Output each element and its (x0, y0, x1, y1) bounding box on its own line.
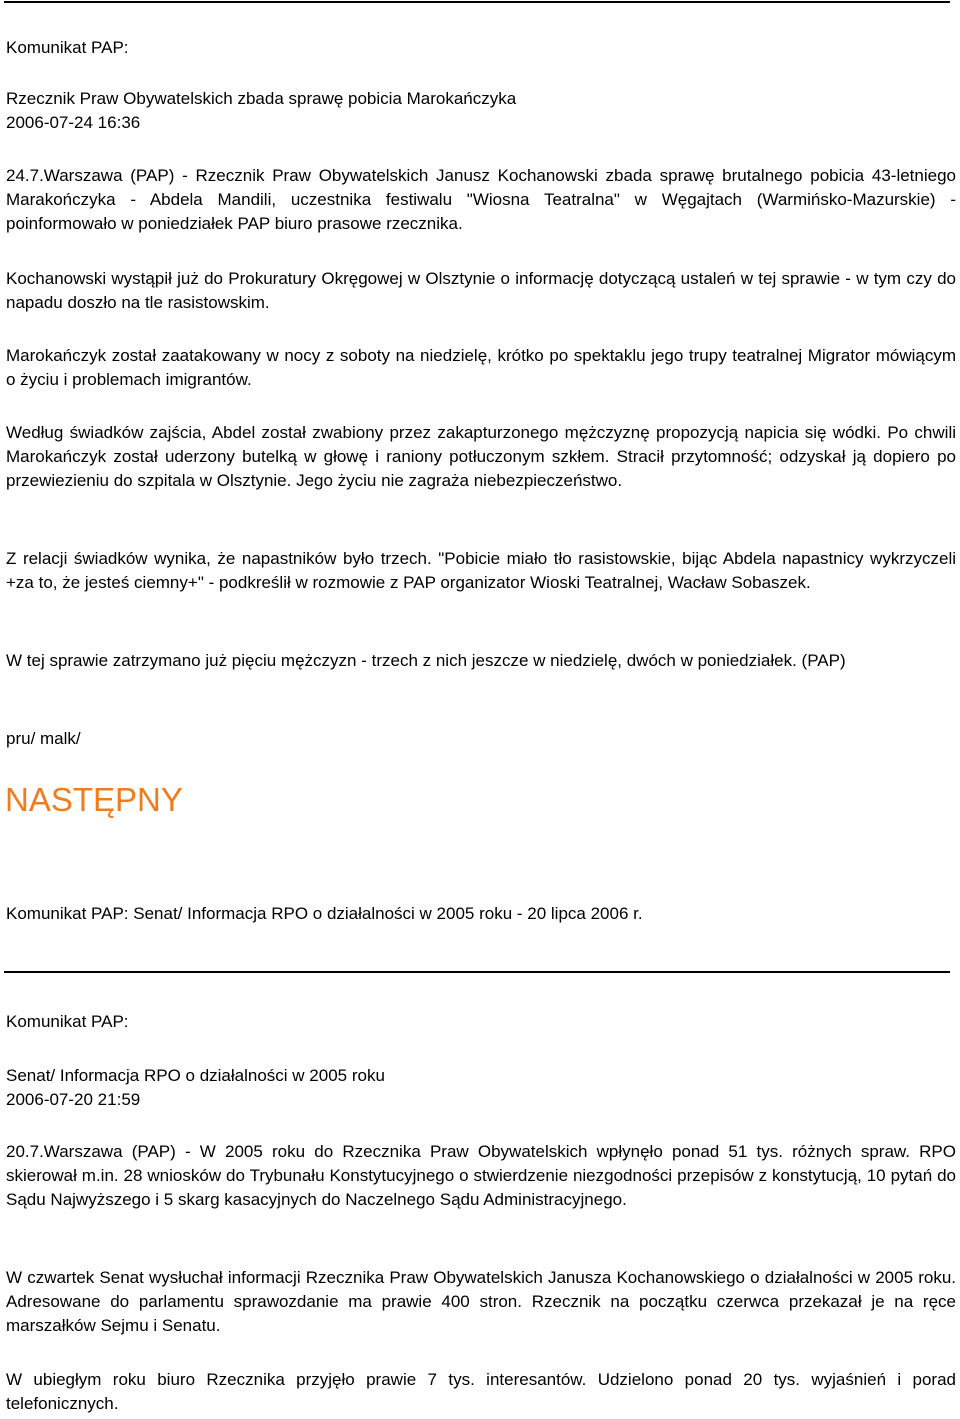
article-1-paragraph-5: Z relacji świadków wynika, że napastników było trzech. "Pobicie miało tło rasistowskie, bijąc Abdela napastnicy wykrzyczeli +za to, że jesteś ciemny+" - podkreślił w rozmowie z PAP organizator Wioski Teatralnej, Wacław Sobaszek. (6, 549, 956, 592)
top-divider (4, 1, 950, 3)
article-1-title: Rzecznik Praw Obywatelskich zbada sprawę pobicia Marokańczyka (6, 89, 517, 108)
article-2-paragraph-2: W czwartek Senat wysłuchał informacji Rzecznika Praw Obywatelskich Janusza Kochanowskiego o działalności w 2005 roku. Adresowane do parlamentu sprawozdanie ma prawie 400 stron. Rzecznik na początku czerwca przekazał je na ręce marszałków Sejmu i Senatu. (6, 1268, 956, 1335)
next-article-summary: Komunikat PAP: Senat/ Informacja RPO o działalności w 2005 roku - 20 lipca 2006 r. (6, 904, 643, 923)
article-1-datetime: 2006-07-24 16:36 (6, 113, 141, 132)
article-1-paragraph-3: Marokańczyk został zaatakowany w nocy z soboty na niedzielę, krótko po spektaklu jego trupy teatralnej Migrator mówiącym o życiu i problemach imigrantów. (6, 346, 956, 389)
article-1-header: Komunikat PAP: (6, 38, 129, 57)
article-1-title-block (6, 87, 956, 135)
article-1-paragraph-1: 24.7.Warszawa (PAP) - Rzecznik Praw Obywatelskich Janusz Kochanowski zbada sprawę brutalnego pobicia 43-letniego Marakończyka - Abdela Mandili, uczestnika festiwalu "Wiosna Teatralna" w Węgajtach (Warmińsko-Mazurskie) - poinformowało w poniedziałek PAP biuro prasowe rzecznika. (6, 166, 956, 233)
article-1-signature: pru/ malk/ (6, 729, 81, 748)
article-2-paragraph-3: W ubiegłym roku biuro Rzecznika przyjęło prawie 7 tys. interesantów. Udzielono ponad 20 tys. wyjaśnień i porad telefonicznych. (6, 1370, 956, 1413)
article-2-title: Senat/ Informacja RPO o działalności w 2005 roku (6, 1066, 385, 1085)
article-2-header: Komunikat PAP: (6, 1012, 129, 1031)
section-divider (4, 971, 950, 973)
article-2-datetime: 2006-07-20 21:59 (6, 1090, 141, 1109)
next-article-link[interactable]: NASTĘPNY (5, 781, 183, 818)
article-1-paragraph-6: W tej sprawie zatrzymano już pięciu mężczyzn - trzech z nich jeszcze w niedzielę, dwóch w poniedziałek. (PAP) (6, 651, 846, 670)
article-2-title-block (6, 1064, 956, 1112)
article-1-paragraph-2: Kochanowski wystąpił już do Prokuratury Okręgowej w Olsztynie o informację dotyczącą ustaleń w tej sprawie - w tym czy do napadu doszło na tle rasistowskim. (6, 269, 956, 312)
article-1-paragraph-4: Według świadków zajścia, Abdel został zwabiony przez zakapturzonego mężczyznę propozycją napicia się wódki. Po chwili Marokańczyk został uderzony butelką w głowę i raniony potłuczonym szkłem. Stracił przytomność; odzyskał ją dopiero po przewiezieniu do szpitala w Olsztynie. Jego życiu nie zagraża niebezpieczeństwo. (6, 423, 956, 490)
article-2-paragraph-1: 20.7.Warszawa (PAP) - W 2005 roku do Rzecznika Praw Obywatelskich wpłynęło ponad 51 tys. różnych spraw. RPO skierował m.in. 28 wniosków do Trybunału Konstytucyjnego o stwierdzenie niezgodności przepisów z konstytucją, 10 pytań do Sądu Najwyższego i 5 skarg kasacyjnych do Naczelnego Sądu Administracyjnego. (6, 1142, 956, 1209)
